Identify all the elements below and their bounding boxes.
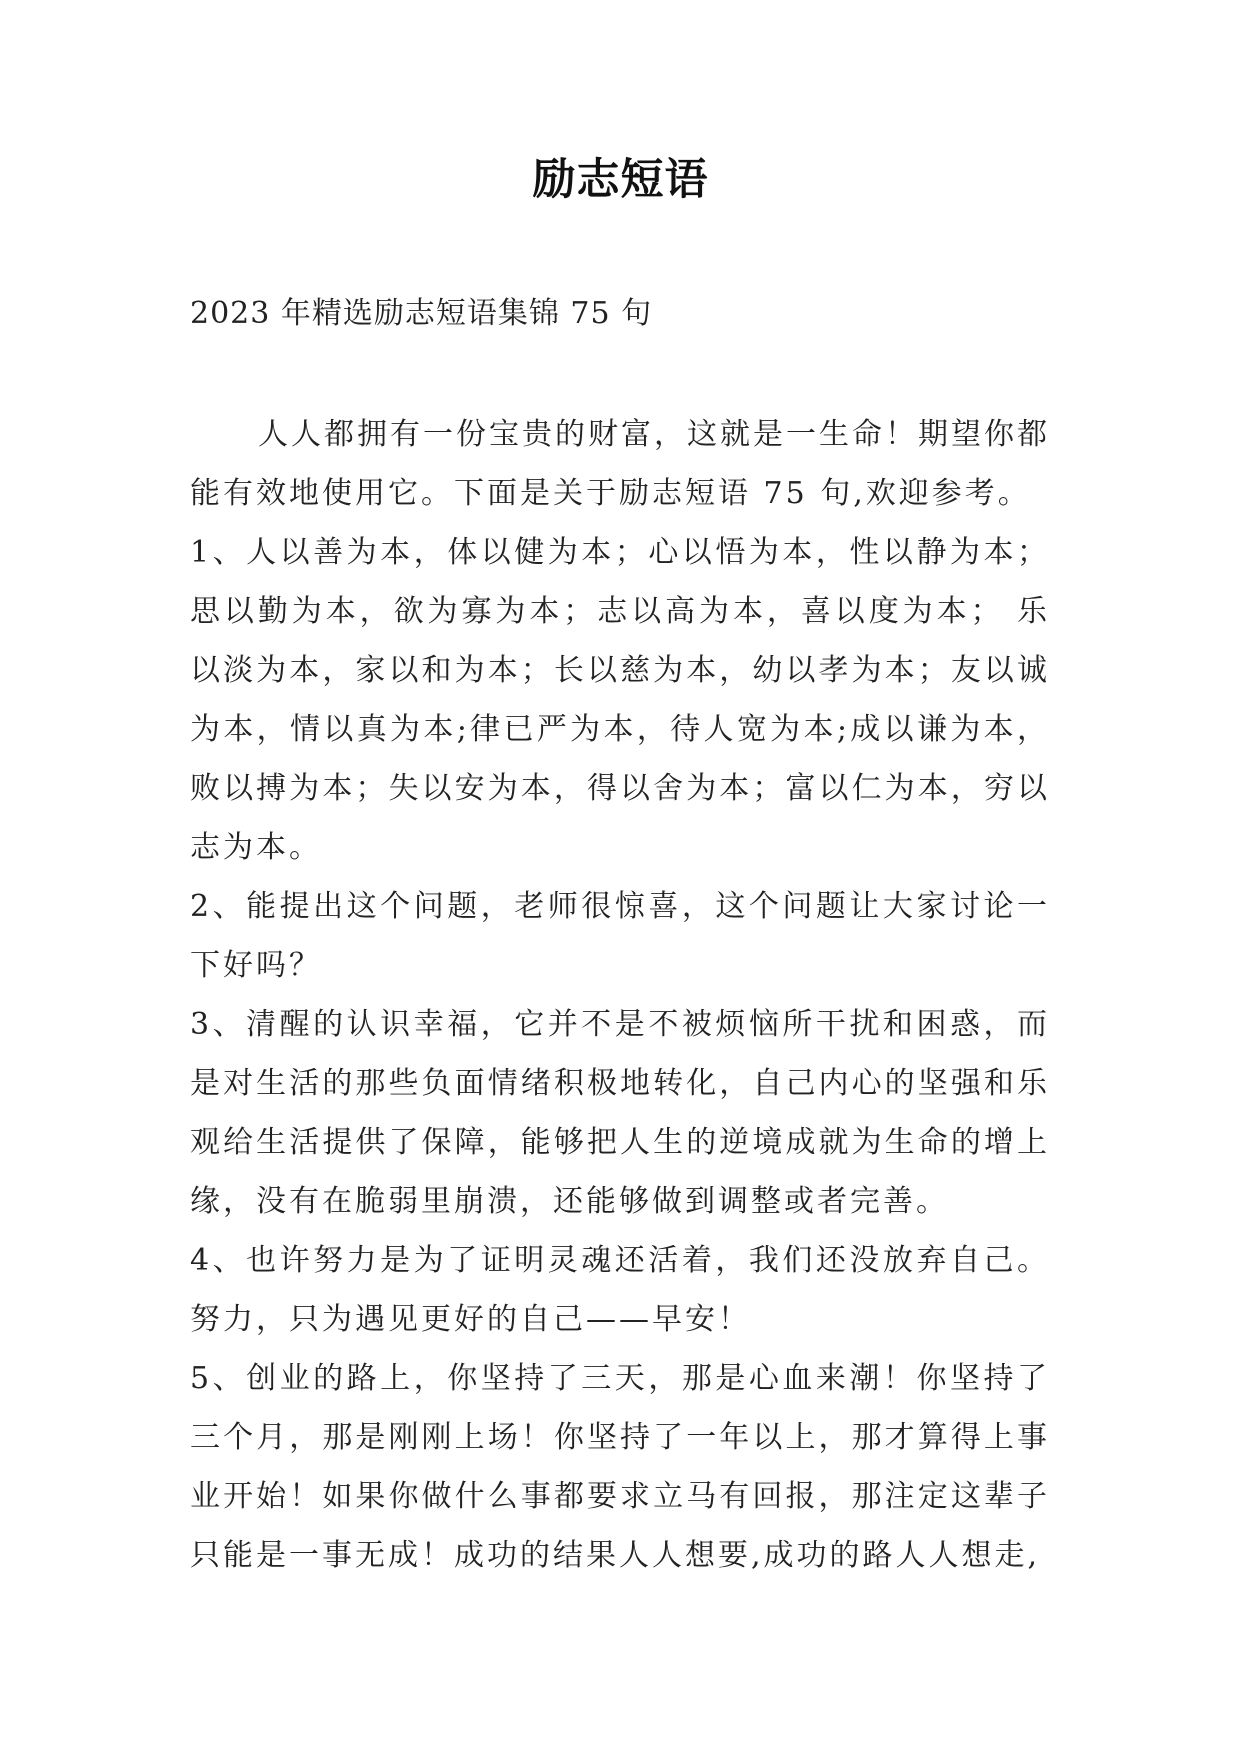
list-item: 2、能提出这个问题，老师很惊喜，这个问题让大家讨论一下好吗？ — [190, 889, 1050, 983]
document-subtitle: 2023 年精选励志短语集锦 75 句 — [190, 296, 653, 331]
list-item: 3、清醒的认识幸福，它并不是不被烦恼所干扰和困惑，而是对生活的那些负面情绪积极地转化，自己内心的坚强和乐观给生活提供了保障，能够把人生的逆境成就为生命的增上缘，没有在脆弱里崩溃，还能够做到调整或者完善。 — [190, 1007, 1050, 1219]
list-item: 5、创业的路上，你坚持了三天，那是心血来潮！你坚持了三个月，那是刚刚上场！你坚持了一年以上，那才算得上事业开始！如果你做什么事都要求立马有回报，那注定这辈子只能是一事无成！成功的结果人人想要,成功的路人人想走, — [190, 1361, 1050, 1573]
document-body — [190, 405, 1050, 1585]
document-title: 励志短语 — [532, 155, 709, 205]
intro-paragraph: 人人都拥有一份宝贵的财富，这就是一生命！期望你都能有效地使用它。下面是关于励志短语 75 句,欢迎参考。 — [190, 417, 1050, 511]
list-item: 4、也许努力是为了证明灵魂还活着，我们还没放弃自己。努力，只为遇见更好的自己——早安！ — [190, 1243, 1050, 1337]
list-item: 1、人以善为本，体以健为本；心以悟为本，性以静为本；思以勤为本，欲为寡为本；志以高为本，喜以度为本； 乐以淡为本，家以和为本；长以慈为本，幼以孝为本；友以诚为本，情以真为本;律已严为本，待人宽为本;成以谦为本，败以搏为本；失以安为本，得以舍为本；富以仁为本，穷以志为本。 — [190, 535, 1050, 865]
